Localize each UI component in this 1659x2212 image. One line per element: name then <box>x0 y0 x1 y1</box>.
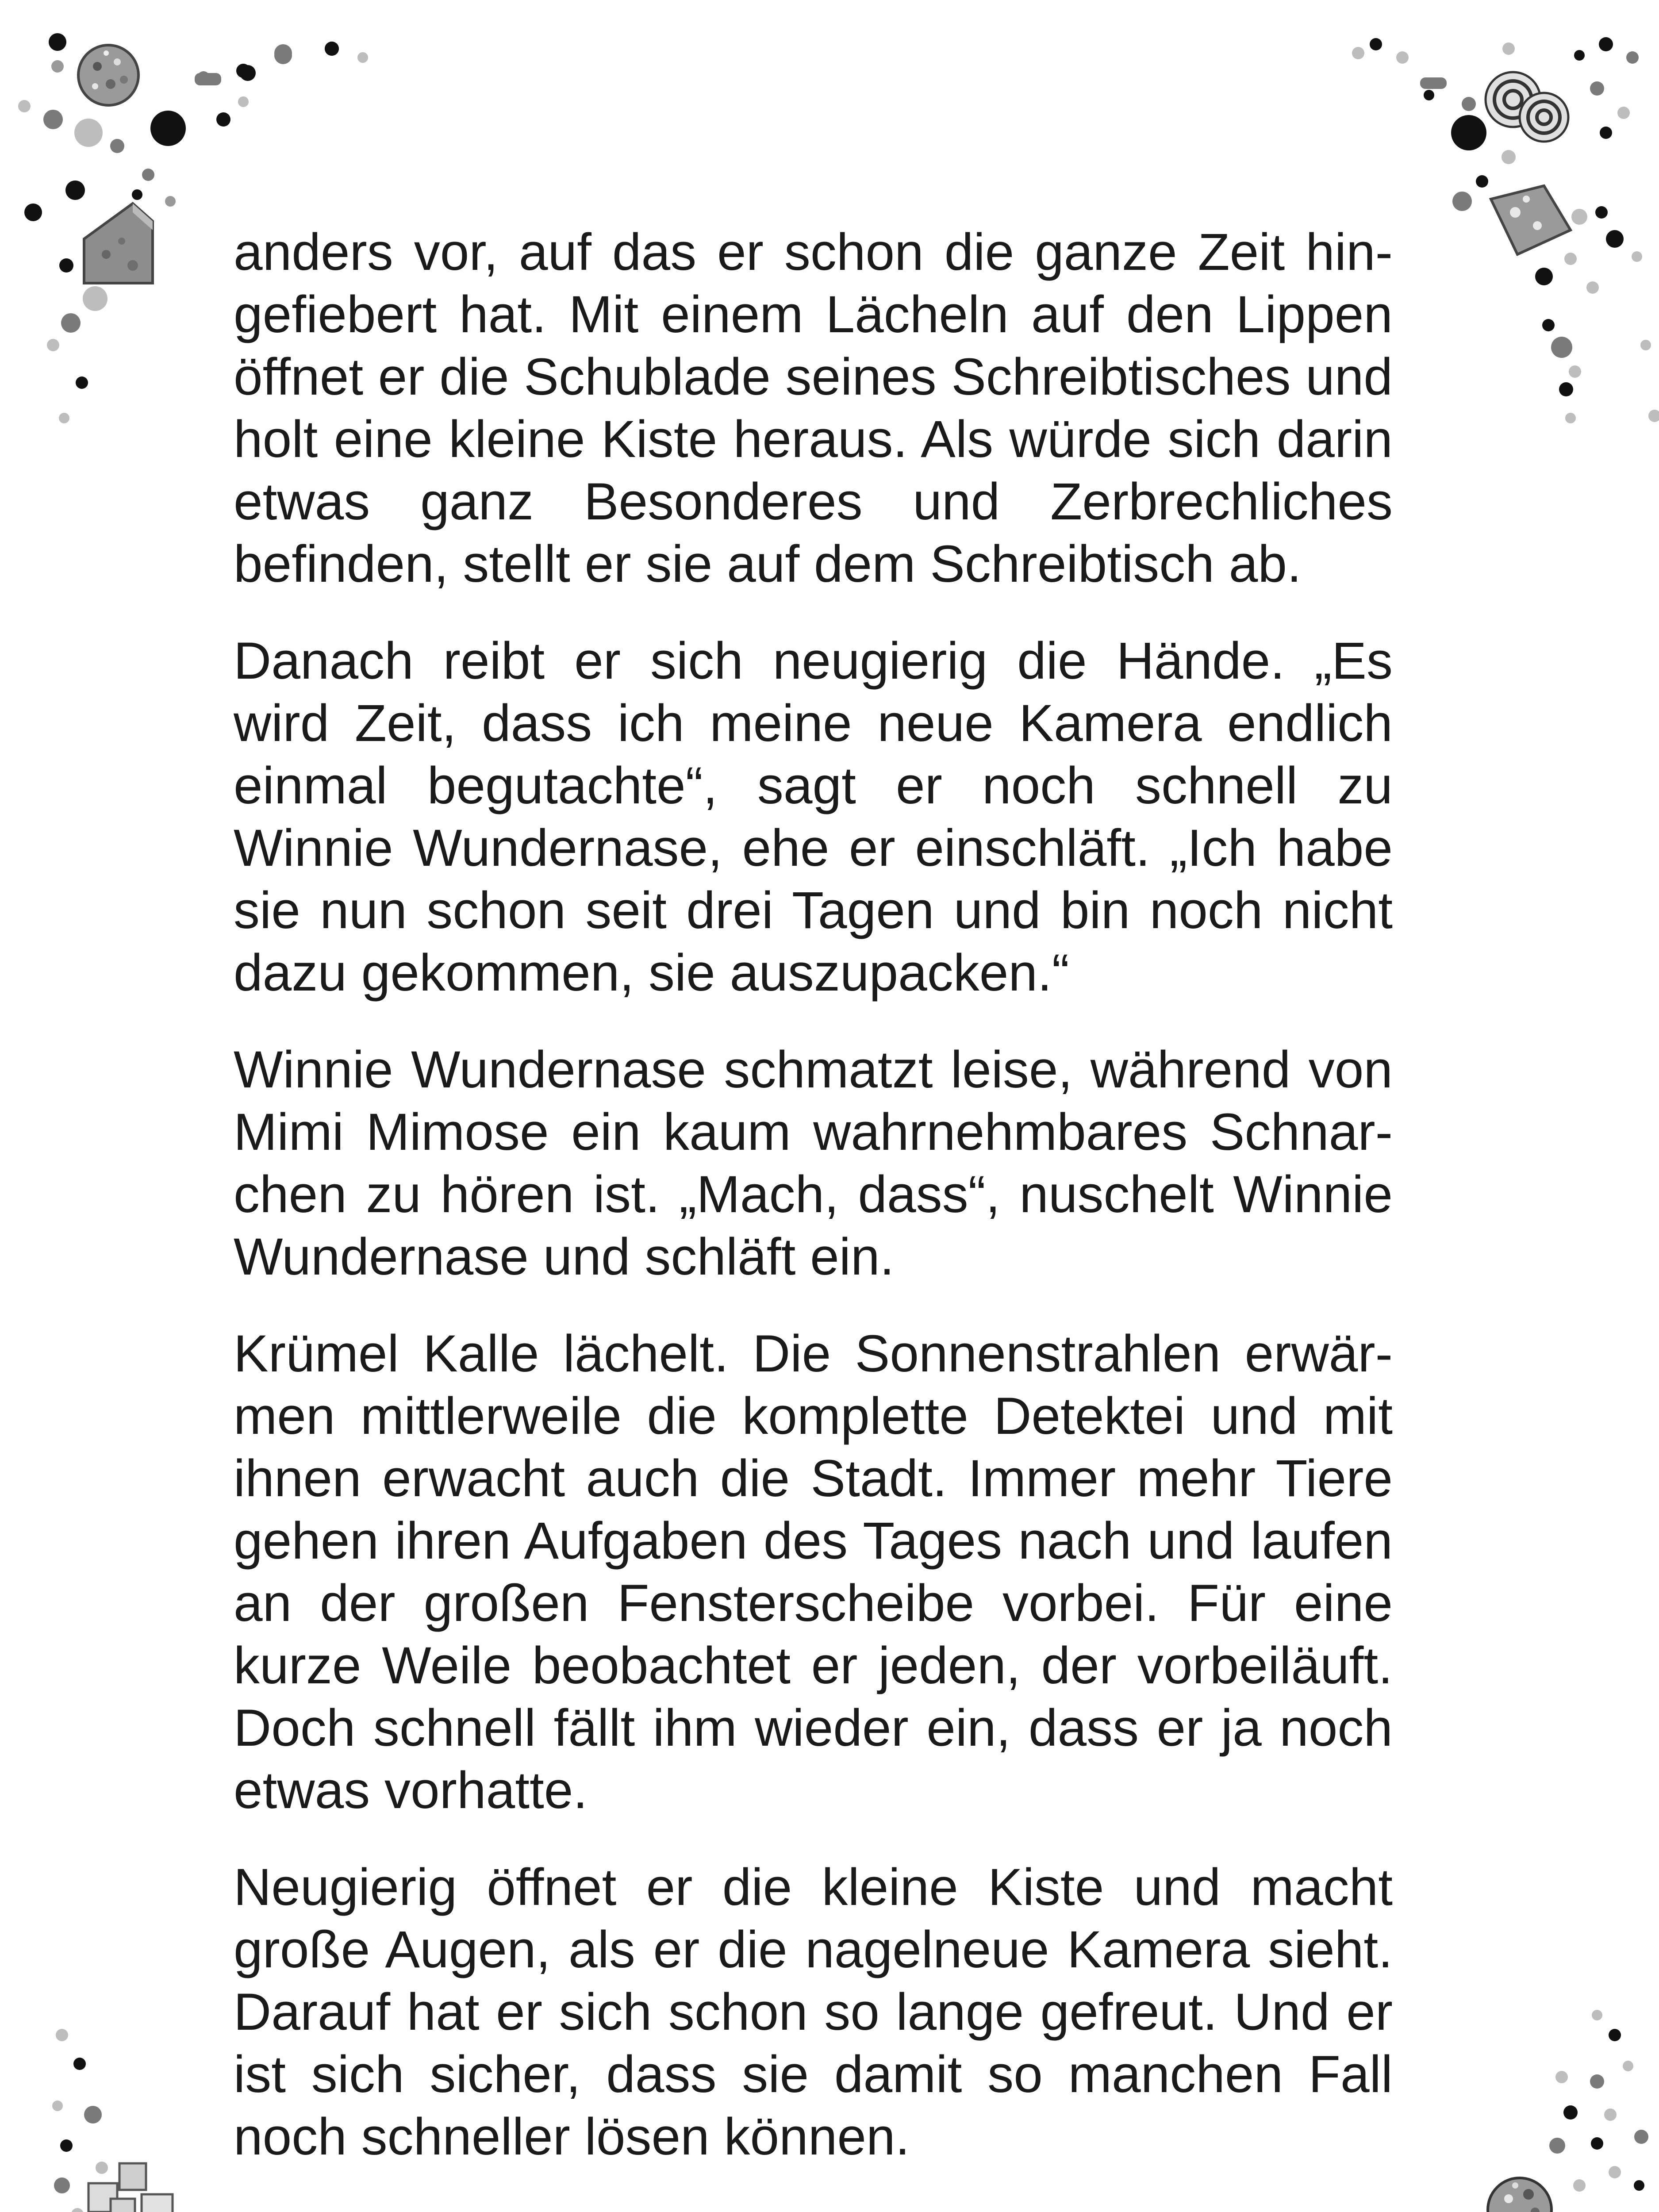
cheese-wedge-icon <box>84 204 153 283</box>
cookie-icon <box>78 45 138 105</box>
cheese-slice-icon <box>1491 186 1571 254</box>
body-text <box>234 221 1393 2203</box>
decor-top-left-extra <box>190 40 376 137</box>
decor-top-left <box>0 0 204 434</box>
cookie-icon <box>1488 2178 1551 2212</box>
paragraph-3: Winnie Wundernase schmatzt leise, während von Mimi Mimose ein kaum wahrnehmbares Schnarchen zu hören ist. „Mach, dass“, nuschelt Winnie Wundernase und schläft ein. <box>234 1041 1393 1286</box>
spiral-candy-icon <box>1486 72 1568 142</box>
paragraph-1: anders vor, auf das er schon die ganze Zeit hingefiebert hat. Mit einem Lächeln auf den Lippen öffnet er die Schublade seines Schreibtisches und holt eine kleine Kiste heraus. Als würde sich darin etwas ganz Besonderes und Zerbrechliches befinden, stellt er sie auf dem Schreibtisch ab. <box>234 223 1393 593</box>
paragraph-5: Neugierig öffnet er die kleine Kiste und macht große Augen, als er die nagelneue Kamera sieht. Darauf hat er sich schon so lange gefreut. Und er ist sich sicher, dass sie damit so manchen Fall noch schneller lösen können. <box>234 1858 1393 2166</box>
paragraph-4: Krümel Kalle lächelt. Die Sonnenstrahlen erwärmen mittlerweile die komplette Detektei und mit ihnen erwacht auch die Stadt. Immer mehr Tiere gehen ihren Aufgaben des Tages nach und laufen an der großen Fensterscheibe vorbei. Für eine kurze Weile beobachtet er jeden, der vorbeiläuft. Doch schnell fällt ihm wieder ein, dass er ja noch etwas vorhatte. <box>234 1325 1393 1820</box>
paragraph-2: Danach reibt er sich neugierig die Hände. „Es wird Zeit, dass ich meine neue Kamera endlich einmal begutachte“, sagt er noch schnell zu Winnie Wundernase, ehe er einschläft. „Ich habe sie nun schon seit drei Tagen und bin noch nicht dazu gekommen, sie auszupacken.“ <box>234 632 1393 1002</box>
